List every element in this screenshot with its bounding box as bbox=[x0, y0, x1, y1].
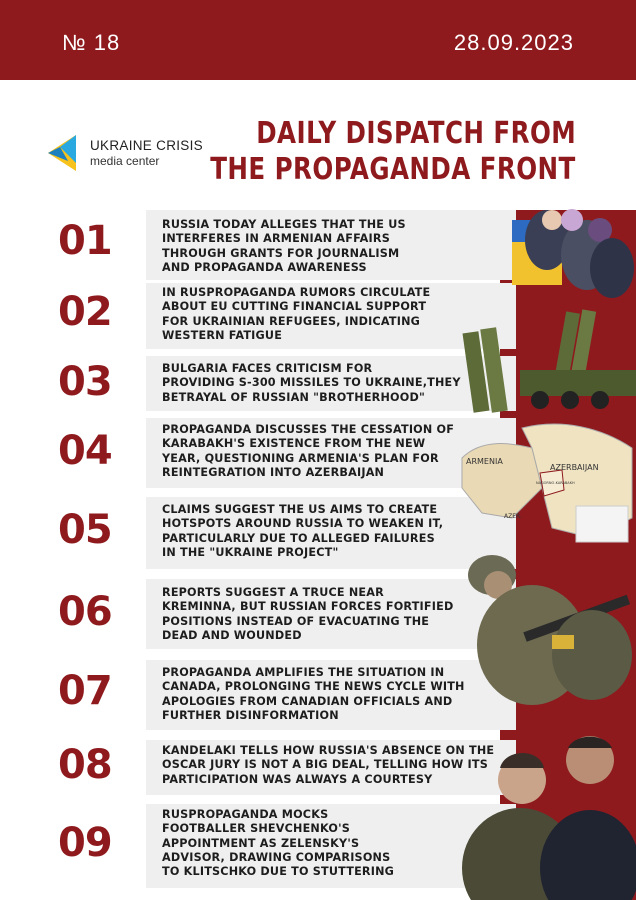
item-text: KANDELAKI TELLS HOW RUSSIA'S ABSENCE ON THE OSCAR JURY IS NOT A BIG DEAL, TELLING HOW ITS PARTICIPATION WAS ALWAYS A COURTESY bbox=[162, 744, 495, 786]
item-number: 03 bbox=[58, 359, 112, 405]
issue-number: № 18 bbox=[62, 30, 121, 55]
item-number: 04 bbox=[58, 428, 112, 474]
header-bar bbox=[0, 0, 636, 80]
karabakh-map bbox=[452, 418, 636, 548]
map-label-karabakh: NAGORNO-KARABAKH bbox=[536, 481, 575, 485]
item-text: BULGARIA FACES CRITICISM FOR PROVIDING S-300 MISSILES TO UKRAINE,THEY BETRAYAL OF RUSSIAN "BROTHERHOOD" bbox=[162, 362, 461, 404]
item-card bbox=[146, 579, 516, 649]
item-text: CLAIMS SUGGEST THE US AIMS TO CREATE HOTSPOTS AROUND RUSSIA TO WEAKEN IT, PARTICULARLY DUE TO ALLEGED FAILURES IN THE "UKRAINE PROJECT" bbox=[162, 503, 444, 559]
item-text: PROPAGANDA AMPLIFIES THE SITUATION IN CANADA, PROLONGING THE NEWS CYCLE WITH APOLOGIES FROM CANADIAN OFFICIALS AND FURTHER DISINFORMATION bbox=[162, 666, 465, 722]
item-number: 01 bbox=[58, 218, 112, 264]
item-number: 06 bbox=[58, 589, 112, 635]
title-line-1: DAILY DISPATCH FROM bbox=[256, 116, 576, 151]
issue-date: 28.09.2023 bbox=[453, 30, 574, 55]
item-text: RUSPROPAGANDA MOCKS FOOTBALLER SHEVCHENKO'S APPOINTMENT AS ZELENSKY'S ADVISOR, DRAWING COMPARISONS TO KLITSCHKO DUE TO STUTTERING bbox=[162, 808, 395, 879]
ucmc-logo bbox=[46, 133, 206, 173]
item-text: REPORTS SUGGEST A TRUCE NEAR KREMINNA, BUT RUSSIAN FORCES FORTIFIED POSITIONS INSTEAD OF EVACUATING THE DEAD AND WOUNDED bbox=[162, 586, 454, 642]
item-number: 09 bbox=[58, 820, 112, 866]
logo-mark-icon bbox=[46, 133, 86, 173]
item-text: RUSSIA TODAY ALLEGES THAT THE US INTERFERES IN ARMENIAN AFFAIRS THROUGH GRANTS FOR JOURNALISM AND PROPAGANDA AWARENESS bbox=[162, 218, 406, 274]
logo-line-1: UKRAINE CRISIS bbox=[90, 138, 203, 153]
map-label-azer: AZER. bbox=[504, 513, 522, 520]
item-number: 08 bbox=[58, 742, 112, 788]
item-text: IN RUSPROPAGANDA RUMORS CIRCULATE ABOUT EU CUTTING FINANCIAL SUPPORT FOR UKRAINIAN REFUGEES, INDICATING WESTERN FATIGUE bbox=[162, 286, 431, 342]
item-number: 02 bbox=[58, 289, 112, 335]
map-label-azerbaijan: AZERBAIJAN bbox=[550, 463, 599, 472]
logo-line-2: media center bbox=[90, 154, 160, 168]
item-text: PROPAGANDA DISCUSSES THE CESSATION OF KARABAKH'S EXISTENCE FROM THE NEW YEAR, QUESTIONING ARMENIA'S PLAN FOR REINTEGRATION INTO AZERBAIJAN bbox=[162, 423, 455, 479]
title-line-2: THE PROPAGANDA FRONT bbox=[210, 152, 576, 187]
s300-missile-photo bbox=[460, 300, 636, 420]
item-card bbox=[146, 210, 516, 280]
soldier-photo bbox=[462, 545, 636, 705]
map-label-armenia: ARMENIA bbox=[466, 457, 503, 466]
item-number: 05 bbox=[58, 507, 112, 553]
refugees-photo bbox=[492, 190, 636, 300]
item-number: 07 bbox=[58, 668, 112, 714]
zelensky-shevchenko-photo bbox=[460, 718, 636, 900]
